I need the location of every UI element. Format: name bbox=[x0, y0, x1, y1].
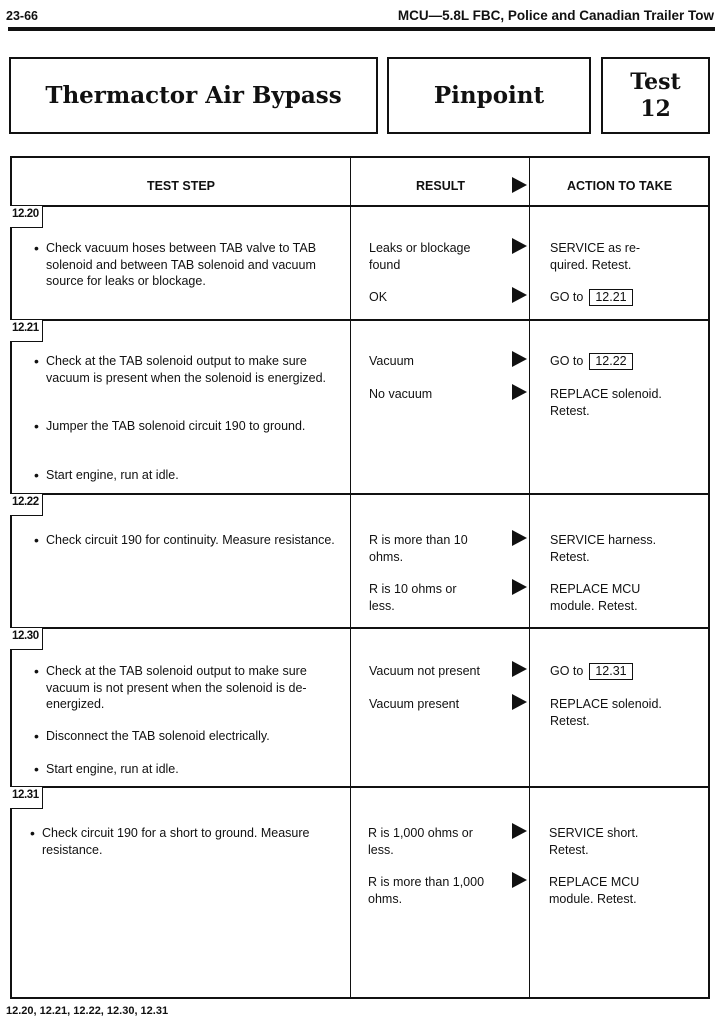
action-text: GO to bbox=[550, 664, 584, 678]
step-instruction: • Start engine, run at idle. bbox=[34, 761, 340, 778]
action-with-ref bbox=[550, 289, 700, 306]
arrow-icon bbox=[512, 661, 527, 677]
result-text: R is 10 ohms or less. bbox=[369, 582, 457, 613]
action-text: REPLACE MCU module. Retest. bbox=[549, 875, 640, 906]
step-reference-box: 12.31 bbox=[589, 663, 632, 680]
result-text: Vacuum present bbox=[369, 697, 460, 711]
action-text: SERVICE short. Retest. bbox=[549, 826, 639, 857]
test-step-row bbox=[12, 495, 708, 629]
action-text: GO to bbox=[550, 354, 584, 368]
section-title: MCU—5.8L FBC, Police and Canadian Trailer Tow bbox=[397, 8, 714, 23]
test-type-box bbox=[387, 57, 591, 134]
action-with-ref bbox=[550, 353, 700, 370]
action-text: SERVICE as re- quired. Retest. bbox=[550, 241, 641, 272]
step-instruction: • Check circuit 190 for a short to ground. Measure resistance. bbox=[30, 825, 336, 858]
action-text: GO to bbox=[550, 290, 584, 304]
arrow-icon bbox=[512, 177, 527, 193]
test-number: 12 bbox=[640, 95, 671, 122]
result-text: Leaks or blockage found bbox=[369, 241, 471, 272]
result-text: Vacuum not present bbox=[369, 664, 480, 678]
table-header-row bbox=[12, 158, 708, 207]
arrow-icon bbox=[512, 351, 527, 367]
arrow-icon bbox=[512, 872, 527, 888]
test-type: Pinpoint bbox=[433, 82, 545, 109]
column-header-test-step: TEST STEP bbox=[146, 179, 216, 193]
test-word: Test bbox=[630, 68, 681, 95]
step-instruction: • Start engine, run at idle. bbox=[34, 467, 340, 484]
arrow-icon bbox=[512, 238, 527, 254]
test-step-row bbox=[12, 321, 708, 495]
footer-step-index: 12.20, 12.21, 12.22, 12.30, 12.31 bbox=[6, 1005, 169, 1017]
action-text: SERVICE harness. Retest. bbox=[550, 533, 657, 564]
arrow-icon bbox=[512, 384, 527, 400]
arrow-icon bbox=[512, 823, 527, 839]
step-reference-box: 12.21 bbox=[589, 289, 632, 306]
arrow-icon bbox=[512, 579, 527, 595]
result-text: R is more than 1,000 ohms. bbox=[368, 875, 485, 906]
step-id: 12.22 bbox=[10, 494, 43, 516]
test-table bbox=[10, 156, 710, 999]
step-reference-box: 12.22 bbox=[589, 353, 632, 370]
column-header-result: RESULT bbox=[416, 179, 466, 193]
result-text: R is more than 10 ohms. bbox=[369, 533, 468, 564]
test-number-box bbox=[601, 57, 710, 134]
action-text: REPLACE MCU module. Retest. bbox=[550, 582, 641, 613]
step-instruction: • Check at the TAB solenoid output to make sure vacuum is present when the solenoid is energized. bbox=[34, 353, 340, 386]
arrow-icon bbox=[512, 287, 527, 303]
test-step-row bbox=[12, 207, 708, 321]
result-text: No vacuum bbox=[369, 387, 433, 401]
step-instruction: • Jumper the TAB solenoid circuit 190 to ground. bbox=[34, 418, 340, 435]
action-with-ref bbox=[550, 663, 700, 680]
step-instruction: • Check circuit 190 for continuity. Measure resistance. bbox=[34, 532, 340, 549]
step-instruction: • Disconnect the TAB solenoid electrically. bbox=[34, 728, 340, 745]
step-id: 12.31 bbox=[10, 787, 43, 809]
test-step-row bbox=[12, 629, 708, 788]
action-text: REPLACE solenoid. Retest. bbox=[550, 697, 662, 728]
test-step-row bbox=[12, 788, 708, 999]
page-header bbox=[0, 0, 720, 34]
step-instruction: • Check at the TAB solenoid output to make sure vacuum is not present when the solenoid is de-energized. bbox=[34, 663, 340, 713]
result-text: Vacuum bbox=[369, 354, 414, 368]
test-name-box bbox=[9, 57, 378, 134]
result-text: OK bbox=[369, 290, 388, 304]
step-id: 12.21 bbox=[10, 320, 43, 342]
test-name: Thermactor Air Bypass bbox=[45, 82, 342, 109]
arrow-icon bbox=[512, 530, 527, 546]
step-id: 12.20 bbox=[10, 206, 43, 228]
step-id: 12.30 bbox=[10, 628, 43, 650]
step-instruction: • Check vacuum hoses between TAB valve to TAB solenoid and between TAB solenoid and vacuum source for leaks or blockage. bbox=[34, 240, 340, 290]
header-rule bbox=[8, 27, 715, 31]
result-text: R is 1,000 ohms or less. bbox=[368, 826, 473, 857]
action-text: REPLACE solenoid. Retest. bbox=[550, 387, 662, 418]
arrow-icon bbox=[512, 694, 527, 710]
page-number: 23-66 bbox=[6, 9, 38, 23]
column-header-action: ACTION TO TAKE bbox=[566, 179, 673, 193]
